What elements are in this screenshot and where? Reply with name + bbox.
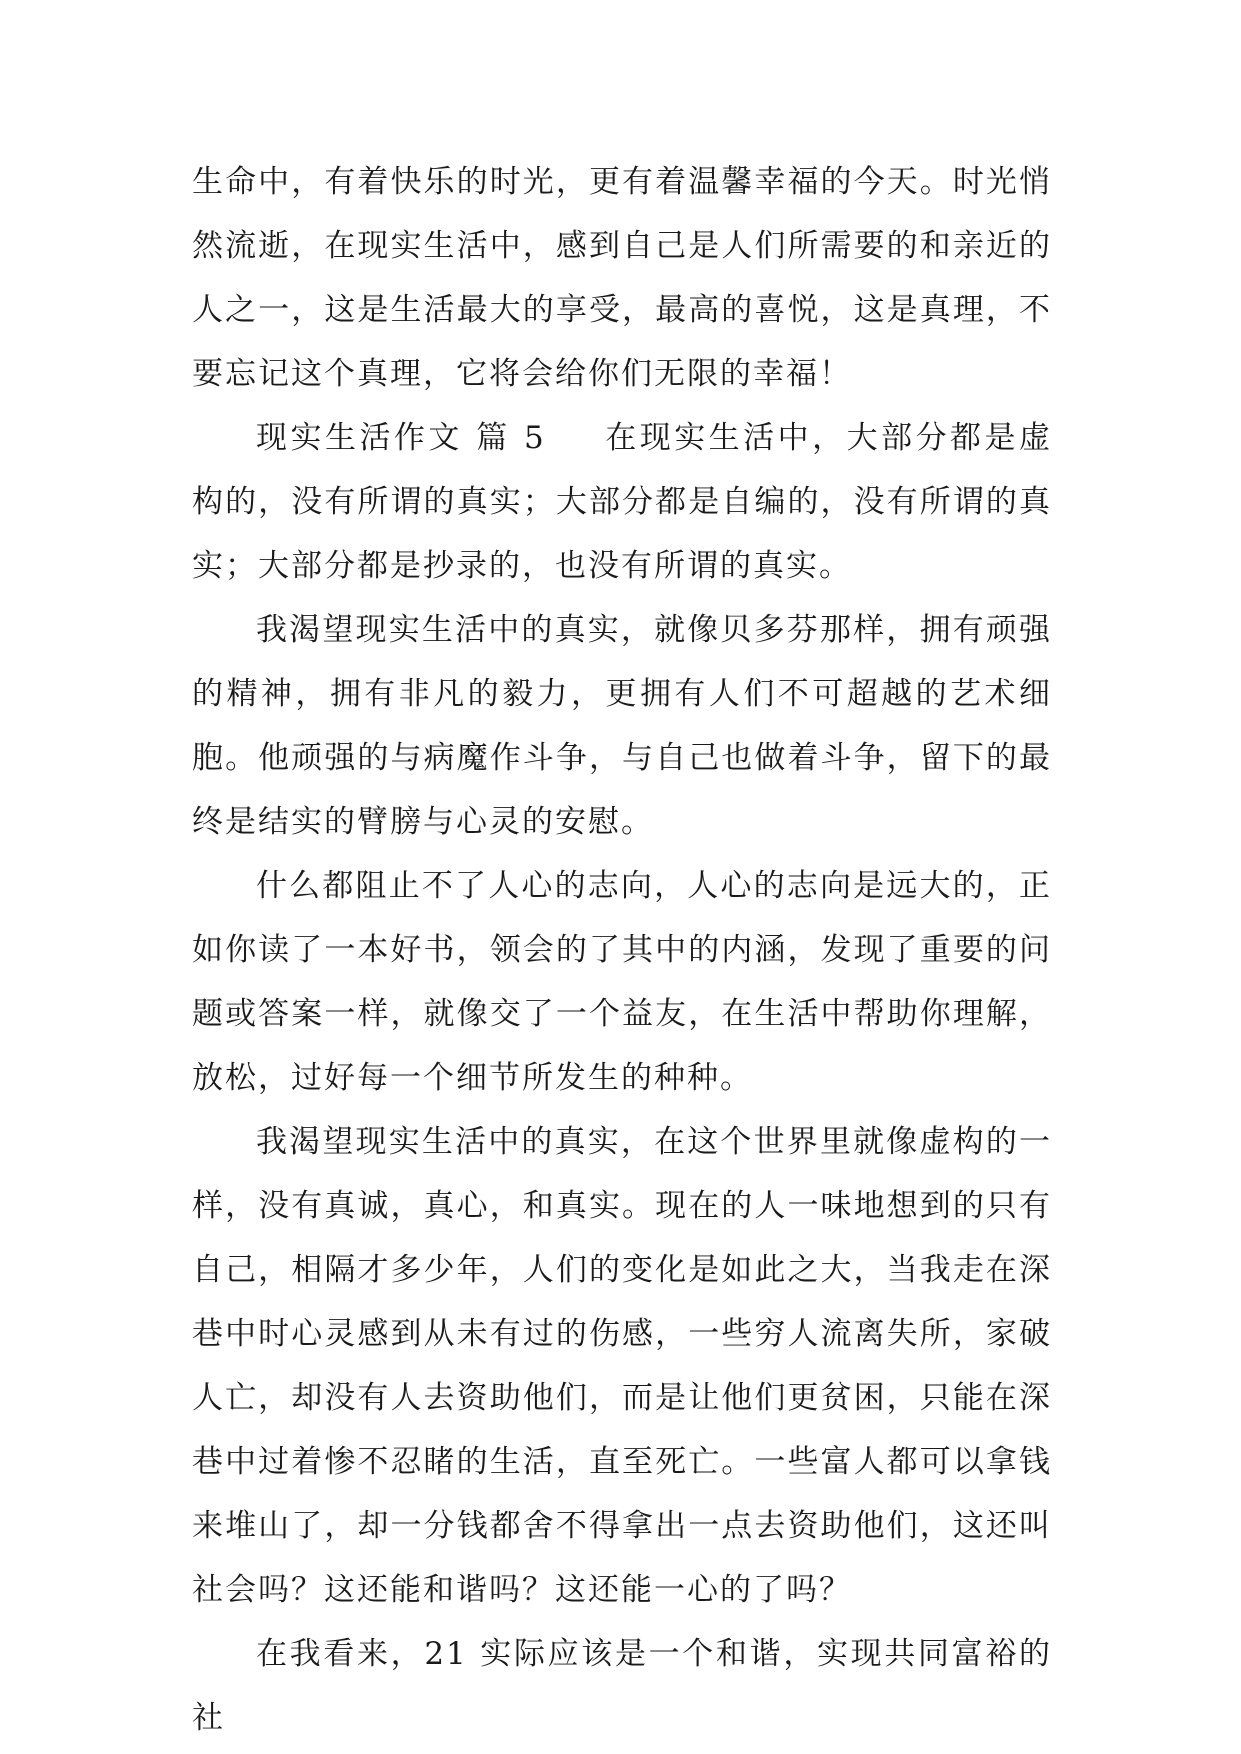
paragraph-text: 生命中，有着快乐的时光，更有着温馨幸福的今天。时光悄然流逝，在现实生活中，感到自己是人们所需要的和亲近的人之一，这是生活最大的享受，最高的喜悦，这是真理，不要忘记这个真理，它将会给你们无限的幸福！	[192, 164, 1052, 392]
paragraph-text: 我渴望现实生活中的真实，在这个世界里就像虚构的一样，没有真诚，真心，和真实。现在的人一味地想到的只有自己，相隔才多少年，人们的变化是如此之大，当我走在深巷中时心灵感到从未有过的伤感，一些穷人流离失所，家破人亡，却没有人去资助他们，而是让他们更贫困，只能在深巷中过着惨不忍睹的生活，直至死亡。一些富人都可以拿钱来堆山了，却一分钱都舍不得拿出一点去资助他们，这还叫社会吗？这还能和谐吗？这还能一心的了吗？	[192, 1124, 1052, 1608]
paragraph-1	[192, 150, 1052, 406]
document-body	[192, 150, 1052, 1750]
paragraph-text: 在我看来，21 实际应该是一个和谐，实现共同富裕的社	[192, 1636, 1052, 1736]
paragraph-4	[192, 854, 1052, 1110]
paragraph-3	[192, 598, 1052, 854]
paragraph-6	[192, 1622, 1052, 1750]
paragraph-text: 我渴望现实生活中的真实，就像贝多芬那样，拥有顽强的精神，拥有非凡的毅力，更拥有人们不可超越的艺术细胞。他顽强的与病魔作斗争，与自己也做着斗争，留下的最终是结实的臂膀与心灵的安慰。	[192, 612, 1052, 840]
section-heading: 现实生活作文 篇 5	[256, 420, 546, 456]
paragraph-text: 在现实生活中，大部分都是虚构的，没有所谓的真实；大部分都是自编的，没有所谓的真实；大部分都是抄录的，也没有所谓的真实。	[192, 420, 1053, 584]
paragraph-text: 什么都阻止不了人心的志向，人心的志向是远大的，正如你读了一本好书，领会的了其中的内涵，发现了重要的问题或答案一样，就像交了一个益友，在生活中帮助你理解，放松，过好每一个细节所发生的种种。	[192, 868, 1052, 1096]
paragraph-2	[192, 406, 1052, 598]
paragraph-5	[192, 1110, 1052, 1622]
